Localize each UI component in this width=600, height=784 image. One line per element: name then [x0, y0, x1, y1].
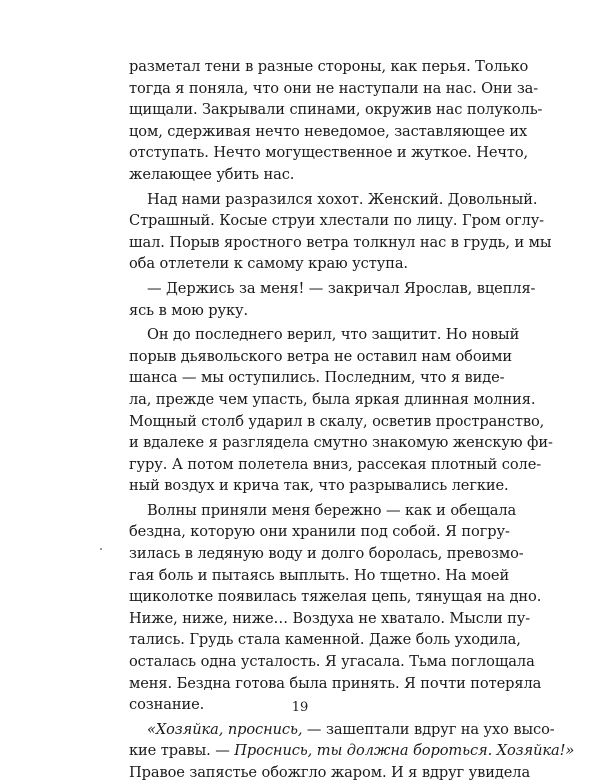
text-line: разметал тени в разные стороны, как перья. Только	[129, 58, 529, 75]
paragraph	[129, 278, 536, 321]
text-line: Правое запястье обожгло жаром. И я вдруг увидела	[129, 764, 531, 781]
text-line: меня. Бездна готова была принять. Я почти потеряла	[129, 674, 542, 692]
text-line: шанса — мы оступились. Последним, что я виде-	[129, 369, 505, 387]
roman-span: — зашептали вдруг на ухо высо-	[302, 720, 555, 738]
text-line: тались. Грудь стала каменной. Даже боль уходила,	[129, 631, 521, 649]
text-line: Мощный столб ударил в скалу, осветив пространство,	[129, 412, 545, 430]
text-line: Над нами разразился хохот. Женский. Довольный.	[147, 190, 538, 208]
text-line: и вдалеке я разглядела смутно знакомую женскую фи-	[129, 434, 553, 452]
text-line: Страшный. Косые струи хлестали по лицу. Гром оглу-	[129, 212, 545, 230]
text-line: бездна, которую они хранили под собой. Я погру-	[129, 523, 510, 541]
text-line: гуру. А потом полетела вниз, рассекая плотный соле-	[129, 455, 542, 473]
paragraph	[129, 324, 553, 497]
text-line: шал. Порыв яростного ветра толкнул нас в грудь, и мы	[129, 233, 552, 251]
text-line	[129, 719, 555, 741]
text-line: ный воздух и крича так, что разрывались легкие.	[129, 477, 509, 495]
text-line: осталась одна усталость. Я угасала. Тьма поглощала	[129, 653, 535, 671]
paragraph	[129, 719, 575, 784]
scan-speck	[100, 548, 102, 550]
roman-span: кие травы. —	[129, 742, 235, 760]
text-line: сознание.	[129, 696, 205, 714]
text-line: ла, прежде чем упасть, была яркая длинная молния.	[129, 390, 536, 408]
paragraph	[129, 500, 542, 716]
paragraph	[129, 189, 552, 275]
text-line: отступать. Нечто могущественное и жуткое. Нечто,	[129, 144, 529, 162]
text-line: Ниже, ниже, ниже… Воздуха не хватало. Мысли пу-	[129, 609, 531, 627]
text-line: зилась в ледяную воду и долго боролась, превозмо-	[129, 545, 524, 563]
text-line: желающее убить нас.	[129, 165, 295, 183]
text-line: щиколотке появилась тяжелая цепь, тянущая на дно.	[129, 588, 542, 606]
text-line: — Держись за меня! — закричал Ярослав, вцепля-	[147, 279, 536, 297]
text-line	[129, 740, 575, 762]
text-line: ясь в мою руку.	[129, 301, 249, 319]
italic-span: Проснись, ты должна бороться. Хозяйка!»	[234, 742, 575, 760]
body-text	[129, 56, 575, 784]
text-line: щищали. Закрывали спинами, окружив нас полуколь-	[129, 101, 543, 119]
page-number: 19	[291, 700, 309, 715]
italic-span: «Хозяйка, проснись,	[147, 720, 303, 738]
text-line: оба отлетели к самому краю уступа.	[129, 255, 408, 273]
text-line: гая боль и пытаясь выплыть. Но тщетно. На моей	[129, 566, 510, 584]
text-line: тогда я поняла, что они не наступали на нас. Они за-	[129, 79, 539, 97]
text-line: Волны приняли меня бережно — как и обещала	[147, 501, 517, 519]
text-line: Он до последнего верил, что защитит. Но новый	[147, 326, 520, 344]
paragraph	[129, 56, 543, 186]
text-line: порыв дьявольского ветра не оставил нам обоими	[129, 347, 513, 365]
text-line: цом, сдерживая нечто неведомое, заставляющее их	[129, 122, 528, 140]
